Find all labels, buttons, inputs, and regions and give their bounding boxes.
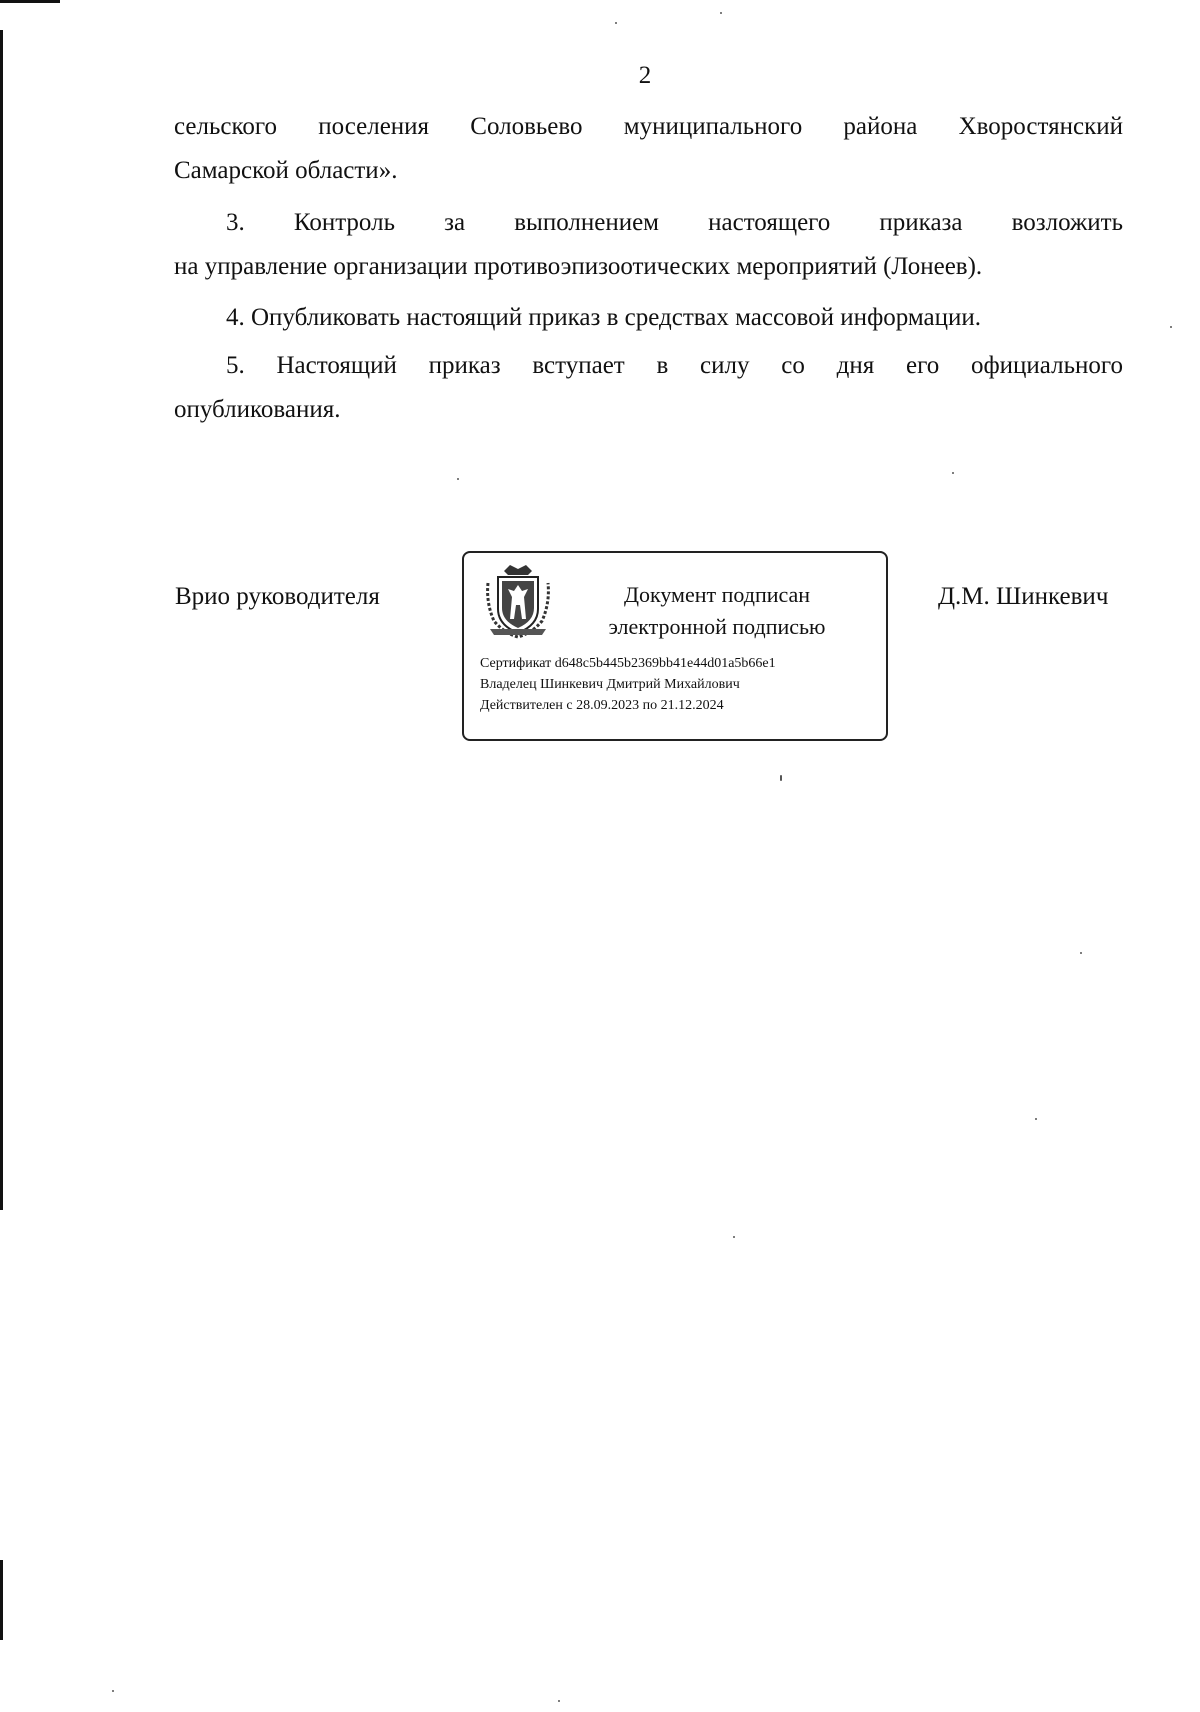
scan-corner-mark bbox=[0, 0, 60, 3]
paragraph-item-3 bbox=[174, 201, 1123, 289]
text-line: опубликования. bbox=[174, 396, 341, 423]
scan-speck bbox=[558, 1700, 560, 1702]
electronic-signature-stamp bbox=[462, 551, 888, 741]
stamp-heading bbox=[592, 579, 842, 643]
text-line: 5. Настоящий приказ вступает в силу со дня его официального bbox=[226, 352, 1123, 379]
paragraph-item-5 bbox=[174, 344, 1123, 432]
scan-speck bbox=[615, 22, 617, 24]
scan-speck bbox=[112, 1690, 114, 1692]
stamp-heading-line: электронной подписью bbox=[608, 614, 826, 639]
signatory-name: Д.М. Шинкевич bbox=[938, 583, 1109, 610]
paragraph-item-4: 4. Опубликовать настоящий приказ в средствах массовой информации. bbox=[226, 304, 982, 331]
scan-speck bbox=[720, 12, 722, 14]
stamp-validity: Действителен с 28.09.2023 по 21.12.2024 bbox=[480, 698, 724, 713]
text-line: сельского поселения Соловьево муниципального района Хворостянский bbox=[174, 113, 1123, 140]
scan-edge-line bbox=[0, 30, 3, 1210]
scan-speck bbox=[733, 1236, 735, 1238]
scan-speck bbox=[1035, 1118, 1037, 1120]
text-line: 3. Контроль за выполнением настоящего приказа возложить bbox=[226, 209, 1123, 236]
scan-speck bbox=[1080, 952, 1082, 954]
stamp-certificate: Сертификат d648c5b445b2369bb41e44d01a5b66e1 bbox=[480, 656, 776, 671]
samara-coat-of-arms-icon bbox=[484, 563, 552, 639]
stamp-details bbox=[480, 653, 776, 716]
paragraph-continuation bbox=[174, 105, 1123, 193]
text-line: на управление организации противоэпизоотических мероприятий (Лонеев). bbox=[174, 253, 983, 280]
scan-speck bbox=[780, 775, 782, 781]
scan-speck bbox=[1170, 326, 1172, 328]
text-line: Самарской области». bbox=[174, 157, 398, 184]
scan-edge-line bbox=[0, 1560, 3, 1640]
stamp-heading-line: Документ подписан bbox=[623, 582, 811, 607]
page-number: 2 bbox=[638, 62, 652, 89]
signatory-position: Врио руководителя bbox=[175, 583, 380, 610]
stamp-owner: Владелец Шинкевич Дмитрий Михайлович bbox=[480, 677, 740, 692]
scan-speck bbox=[457, 478, 459, 480]
scan-speck bbox=[952, 472, 954, 474]
